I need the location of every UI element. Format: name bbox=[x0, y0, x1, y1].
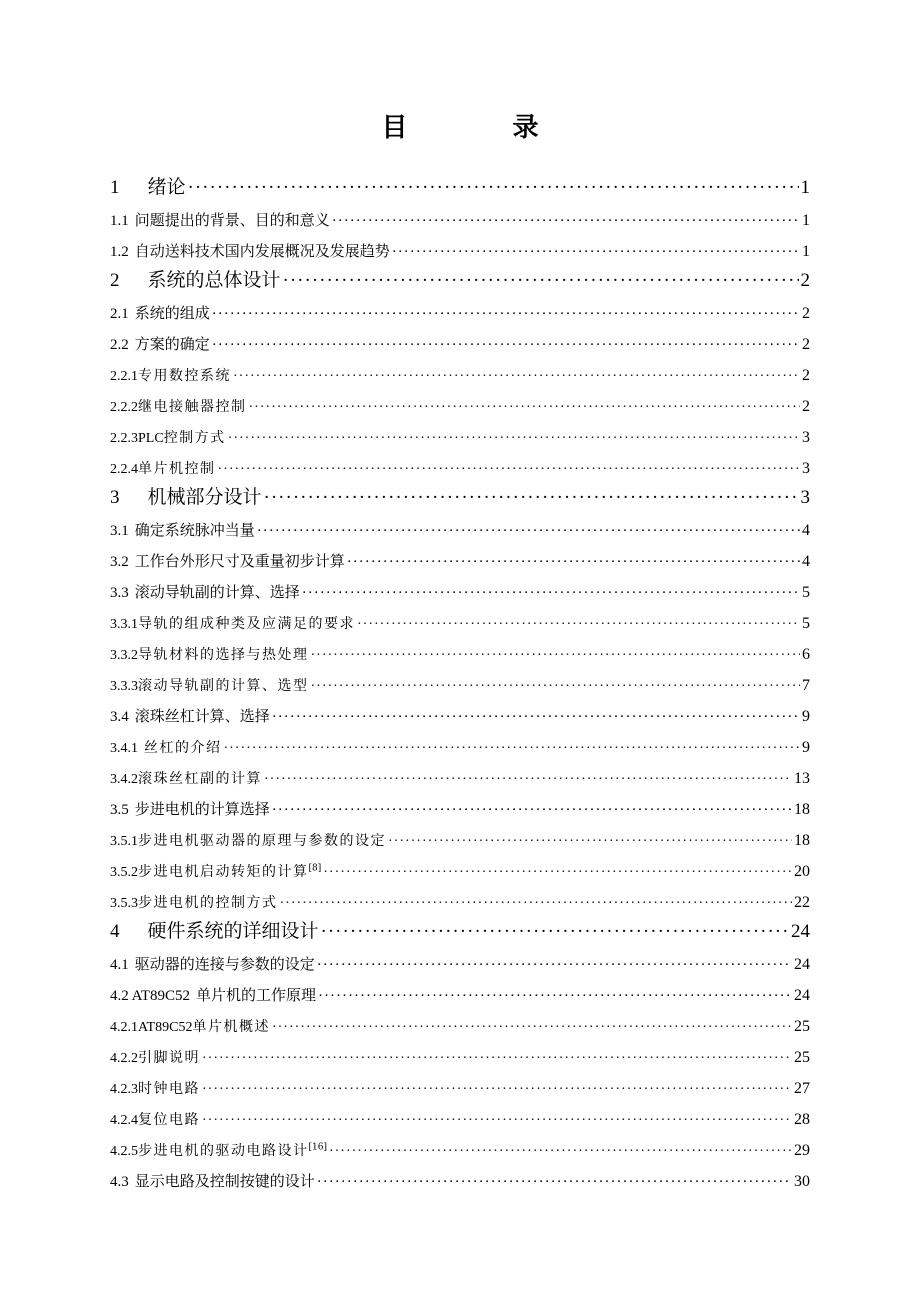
toc-entry-page-number: 2 bbox=[802, 305, 810, 322]
toc-entry-number: 3.5 bbox=[110, 802, 129, 818]
dot-leader bbox=[264, 774, 792, 788]
dot-leader bbox=[202, 1115, 792, 1129]
toc-entry-title: 继电接触器控制 bbox=[138, 399, 247, 415]
dot-leader bbox=[264, 490, 799, 509]
toc-entry-page-number: 6 bbox=[802, 646, 810, 663]
toc-entry-title: 引脚说明 bbox=[138, 1050, 200, 1066]
toc-entry-label bbox=[110, 302, 210, 323]
toc-entry-label bbox=[110, 953, 315, 974]
toc-entry-page-number: 2 bbox=[802, 336, 810, 353]
dot-leader bbox=[233, 371, 800, 385]
toc-entry-title: 系统的总体设计 bbox=[147, 269, 281, 291]
toc-entry[interactable] bbox=[110, 571, 810, 602]
toc-entry-number: 2.2.4 bbox=[110, 462, 138, 477]
toc-entry-page-number: 29 bbox=[794, 1142, 810, 1159]
toc-entry-page-number: 1 bbox=[802, 243, 810, 260]
toc-entry-label bbox=[110, 705, 270, 726]
toc-entry[interactable] bbox=[110, 292, 810, 323]
dot-leader bbox=[317, 1176, 792, 1191]
toc-entry-number: 3.3.1 bbox=[110, 617, 138, 632]
toc-entry[interactable] bbox=[110, 633, 810, 664]
toc-entry-page-number: 5 bbox=[802, 584, 810, 601]
toc-entry-number: 2.1 bbox=[110, 306, 129, 322]
toc-entry-page-number: 18 bbox=[794, 832, 810, 849]
dot-leader bbox=[318, 990, 792, 1005]
toc-entry-label bbox=[110, 333, 210, 354]
toc-entry-title: 硬件系统的详细设计 bbox=[147, 920, 319, 942]
toc-entry-label bbox=[110, 581, 300, 602]
toc-entry[interactable] bbox=[110, 168, 810, 199]
toc-entry-number: 4.2.5 bbox=[110, 1144, 138, 1159]
dot-leader bbox=[302, 587, 800, 602]
dot-leader bbox=[311, 650, 801, 664]
dot-leader bbox=[223, 743, 800, 757]
toc-entry[interactable] bbox=[110, 1129, 810, 1160]
toc-entry[interactable] bbox=[110, 974, 810, 1005]
toc-entry-page-number: 1 bbox=[800, 177, 810, 198]
toc-entry-page-number: 4 bbox=[802, 522, 810, 539]
toc-entry-page-number: 20 bbox=[794, 863, 810, 880]
toc-entry-number: 3.3 bbox=[110, 585, 129, 601]
toc-entry-title: 步进电机的控制方式 bbox=[138, 895, 278, 911]
toc-entry[interactable] bbox=[110, 354, 810, 385]
toc-entry-title: 步进电机启动转矩的计算 bbox=[138, 864, 309, 880]
toc-entry-number: 3.4.1 bbox=[110, 741, 138, 756]
toc-entry-title: 控制方式 bbox=[163, 430, 226, 446]
toc-entry[interactable] bbox=[110, 819, 810, 850]
toc-entry-number: 2.2 bbox=[110, 337, 129, 353]
toc-entry[interactable] bbox=[110, 912, 810, 943]
dot-leader bbox=[212, 339, 800, 354]
toc-entry[interactable] bbox=[110, 757, 810, 788]
dot-leader bbox=[188, 180, 799, 199]
toc-entry-number: 3.5.1 bbox=[110, 834, 138, 849]
dot-leader bbox=[347, 556, 800, 571]
page-title: 目 录 bbox=[381, 113, 587, 143]
toc-entry-number: 4.2 AT89C52 bbox=[110, 988, 191, 1004]
toc-entry-title: 滚动导轨副的计算、选择 bbox=[134, 583, 300, 601]
table-of-contents bbox=[110, 168, 810, 1191]
toc-entry-label bbox=[110, 644, 309, 664]
toc-entry-number: 3.4 bbox=[110, 709, 129, 725]
toc-entry-label bbox=[110, 265, 281, 292]
toc-entry-label bbox=[110, 798, 270, 819]
toc-entry-label bbox=[110, 482, 262, 509]
toc-entry-number: 4.2.3 bbox=[110, 1082, 138, 1097]
toc-entry-title: 专用数控系统 bbox=[138, 368, 231, 384]
dot-leader bbox=[280, 898, 793, 912]
toc-entry[interactable] bbox=[110, 416, 810, 447]
toc-entry-label bbox=[110, 1109, 200, 1129]
toc-entry-label bbox=[110, 1170, 315, 1191]
toc-entry[interactable] bbox=[110, 1067, 810, 1098]
toc-entry-label bbox=[110, 613, 355, 633]
toc-entry-page-number: 13 bbox=[794, 770, 810, 787]
toc-entry[interactable] bbox=[110, 1036, 810, 1067]
toc-entry-page-number: 3 bbox=[802, 429, 810, 446]
toc-entry-title: 单片机概述 bbox=[192, 1019, 270, 1035]
toc-entry[interactable] bbox=[110, 788, 810, 819]
citation-superscript: [8] bbox=[308, 863, 322, 874]
dot-leader bbox=[357, 619, 800, 633]
toc-entry[interactable] bbox=[110, 726, 810, 757]
toc-entry[interactable] bbox=[110, 1098, 810, 1129]
toc-entry-number: 2.2.1 bbox=[110, 369, 138, 384]
toc-entry[interactable] bbox=[110, 230, 810, 261]
dot-leader bbox=[332, 215, 800, 230]
toc-entry-number: 3.1 bbox=[110, 523, 129, 539]
toc-entry[interactable] bbox=[110, 540, 810, 571]
toc-entry-title: 时钟电路 bbox=[138, 1081, 200, 1097]
dot-leader bbox=[283, 273, 799, 292]
toc-entry[interactable] bbox=[110, 261, 810, 292]
toc-entry-label bbox=[110, 916, 319, 943]
toc-entry-page-number: 28 bbox=[794, 1111, 810, 1128]
toc-entry-title: 单片机控制 bbox=[138, 461, 216, 477]
toc-entry[interactable] bbox=[110, 1160, 810, 1191]
toc-entry-title: 步进电机的驱动电路设计 bbox=[138, 1143, 309, 1159]
toc-entry-label bbox=[110, 1016, 270, 1036]
dot-leader bbox=[272, 711, 800, 726]
toc-entry[interactable] bbox=[110, 323, 810, 354]
toc-entry-number: 4 bbox=[110, 921, 120, 942]
toc-entry-page-number: 25 bbox=[794, 1049, 810, 1066]
toc-entry[interactable] bbox=[110, 385, 810, 416]
toc-entry-title: 显示电路及控制按键的设计 bbox=[134, 1172, 315, 1190]
toc-entry-label bbox=[110, 365, 231, 385]
toc-entry-label bbox=[110, 550, 345, 571]
dot-leader bbox=[249, 402, 801, 416]
toc-entry-number: 2.2.2 bbox=[110, 400, 138, 415]
toc-entry-title: 导轨材料的选择与热处理 bbox=[138, 647, 309, 663]
toc-entry-page-number: 24 bbox=[794, 987, 810, 1004]
toc-entry-number: 3.2 bbox=[110, 554, 129, 570]
dot-leader bbox=[311, 681, 801, 695]
toc-entry-title: 工作台外形尺寸及重量初步计算 bbox=[134, 552, 345, 570]
toc-entry-page-number: 9 bbox=[802, 708, 810, 725]
toc-entry-number: 4.1 bbox=[110, 957, 129, 973]
toc-entry[interactable] bbox=[110, 664, 810, 695]
toc-entry[interactable] bbox=[110, 602, 810, 633]
dot-leader bbox=[321, 924, 789, 943]
toc-entry-page-number: 9 bbox=[802, 739, 810, 756]
toc-entry[interactable] bbox=[110, 478, 810, 509]
toc-entry[interactable] bbox=[110, 943, 810, 974]
toc-entry[interactable] bbox=[110, 1005, 810, 1036]
toc-entry-page-number: 2 bbox=[800, 270, 810, 291]
toc-entry-page-number: 25 bbox=[794, 1018, 810, 1035]
toc-entry-label bbox=[110, 675, 309, 695]
toc-entry-label bbox=[110, 240, 390, 261]
toc-entry-title: 方案的确定 bbox=[134, 335, 210, 353]
toc-entry-page-number: 5 bbox=[802, 615, 810, 632]
toc-entry-number: 3.5.2 bbox=[110, 865, 138, 880]
dot-leader bbox=[228, 433, 800, 447]
toc-entry-title: 问题提出的背景、目的和意义 bbox=[134, 211, 330, 229]
toc-entry[interactable] bbox=[110, 881, 810, 912]
toc-entry-label bbox=[110, 892, 278, 912]
toc-entry-title: 机械部分设计 bbox=[147, 486, 262, 508]
toc-entry-page-number: 7 bbox=[802, 677, 810, 694]
toc-entry-title: 绪论 bbox=[147, 176, 186, 198]
toc-entry-page-number: 30 bbox=[794, 1173, 810, 1190]
toc-entry-label bbox=[110, 830, 386, 850]
toc-entry-label bbox=[110, 861, 321, 881]
dot-leader bbox=[388, 836, 792, 850]
dot-leader bbox=[257, 525, 800, 540]
toc-entry-number: 2 bbox=[110, 270, 120, 291]
toc-entry-page-number: 2 bbox=[802, 398, 810, 415]
toc-entry-label bbox=[110, 1078, 200, 1098]
toc-entry-number: 4.2.4 bbox=[110, 1113, 138, 1128]
dot-leader bbox=[272, 804, 792, 819]
toc-entry-label bbox=[110, 768, 262, 788]
toc-entry-label bbox=[110, 737, 221, 757]
toc-entry-number: 3.4.2 bbox=[110, 772, 138, 787]
toc-entry-number: 4.3 bbox=[110, 1174, 129, 1190]
toc-entry-number: 4.2.1AT89C52 bbox=[110, 1020, 193, 1035]
toc-entry[interactable] bbox=[110, 695, 810, 726]
toc-entry-page-number: 27 bbox=[794, 1080, 810, 1097]
toc-entry[interactable] bbox=[110, 447, 810, 478]
toc-entry-title: 单片机的工作原理 bbox=[196, 986, 317, 1004]
toc-entry-page-number: 4 bbox=[802, 553, 810, 570]
toc-entry-page-number: 1 bbox=[802, 212, 810, 229]
toc-entry-page-number: 2 bbox=[802, 367, 810, 384]
citation-superscript: [16] bbox=[308, 1142, 327, 1153]
toc-entry[interactable] bbox=[110, 509, 810, 540]
toc-entry-number: 1.2 bbox=[110, 244, 129, 260]
toc-entry-title: 滚珠丝杠副的计算 bbox=[138, 771, 262, 787]
toc-entry-title: 驱动器的连接与参数的设定 bbox=[134, 955, 315, 973]
dot-leader bbox=[392, 246, 800, 261]
toc-entry-number: 3.3.2 bbox=[110, 648, 138, 663]
toc-entry-title: 滚动导轨副的计算、选型 bbox=[138, 678, 309, 694]
dot-leader bbox=[218, 464, 801, 478]
dot-leader bbox=[202, 1084, 792, 1098]
dot-leader bbox=[212, 308, 800, 323]
toc-entry-label bbox=[110, 1047, 200, 1067]
toc-entry-title: 系统的组成 bbox=[134, 304, 210, 322]
toc-entry-page-number: 3 bbox=[800, 487, 810, 508]
dot-leader bbox=[272, 1022, 792, 1036]
toc-entry-title: 丝杠的介绍 bbox=[138, 740, 222, 756]
toc-entry-title: 确定系统脉冲当量 bbox=[134, 521, 255, 539]
toc-entry-title: 自动送料技术国内发展概况及发展趋势 bbox=[134, 242, 390, 260]
toc-entry[interactable] bbox=[110, 199, 810, 230]
dot-leader bbox=[323, 867, 792, 881]
toc-entry-page-number: 18 bbox=[794, 801, 810, 818]
toc-entry-label bbox=[110, 984, 316, 1005]
toc-entry-label bbox=[110, 427, 226, 447]
dot-leader bbox=[202, 1053, 792, 1067]
toc-entry-label bbox=[110, 458, 216, 478]
toc-entry-title: 步进电机的计算选择 bbox=[134, 800, 270, 818]
toc-entry-page-number: 24 bbox=[794, 956, 810, 973]
toc-entry-label bbox=[110, 209, 330, 230]
toc-entry-label bbox=[110, 1140, 327, 1160]
toc-entry-label bbox=[110, 172, 186, 199]
toc-entry[interactable] bbox=[110, 850, 810, 881]
toc-entry-label bbox=[110, 396, 247, 416]
toc-entry-number: 3.3.3 bbox=[110, 679, 138, 694]
toc-entry-number: 2.2.3PLC bbox=[110, 431, 164, 446]
dot-leader bbox=[317, 959, 792, 974]
toc-entry-page-number: 22 bbox=[794, 894, 810, 911]
toc-entry-number: 3 bbox=[110, 487, 120, 508]
dot-leader bbox=[329, 1146, 792, 1160]
toc-entry-title: 步进电机驱动器的原理与参数的设定 bbox=[138, 833, 386, 849]
toc-entry-label bbox=[110, 519, 255, 540]
toc-entry-number: 1 bbox=[110, 177, 120, 198]
toc-entry-title: 滚珠丝杠计算、选择 bbox=[134, 707, 270, 725]
toc-entry-page-number: 24 bbox=[791, 921, 810, 942]
toc-entry-number: 3.5.3 bbox=[110, 896, 138, 911]
toc-entry-number: 4.2.2 bbox=[110, 1051, 138, 1066]
toc-entry-title: 复位电路 bbox=[138, 1112, 200, 1128]
toc-entry-number: 1.1 bbox=[110, 213, 129, 229]
toc-entry-title: 导轨的组成种类及应满足的要求 bbox=[138, 616, 355, 632]
toc-entry-page-number: 3 bbox=[802, 460, 810, 477]
